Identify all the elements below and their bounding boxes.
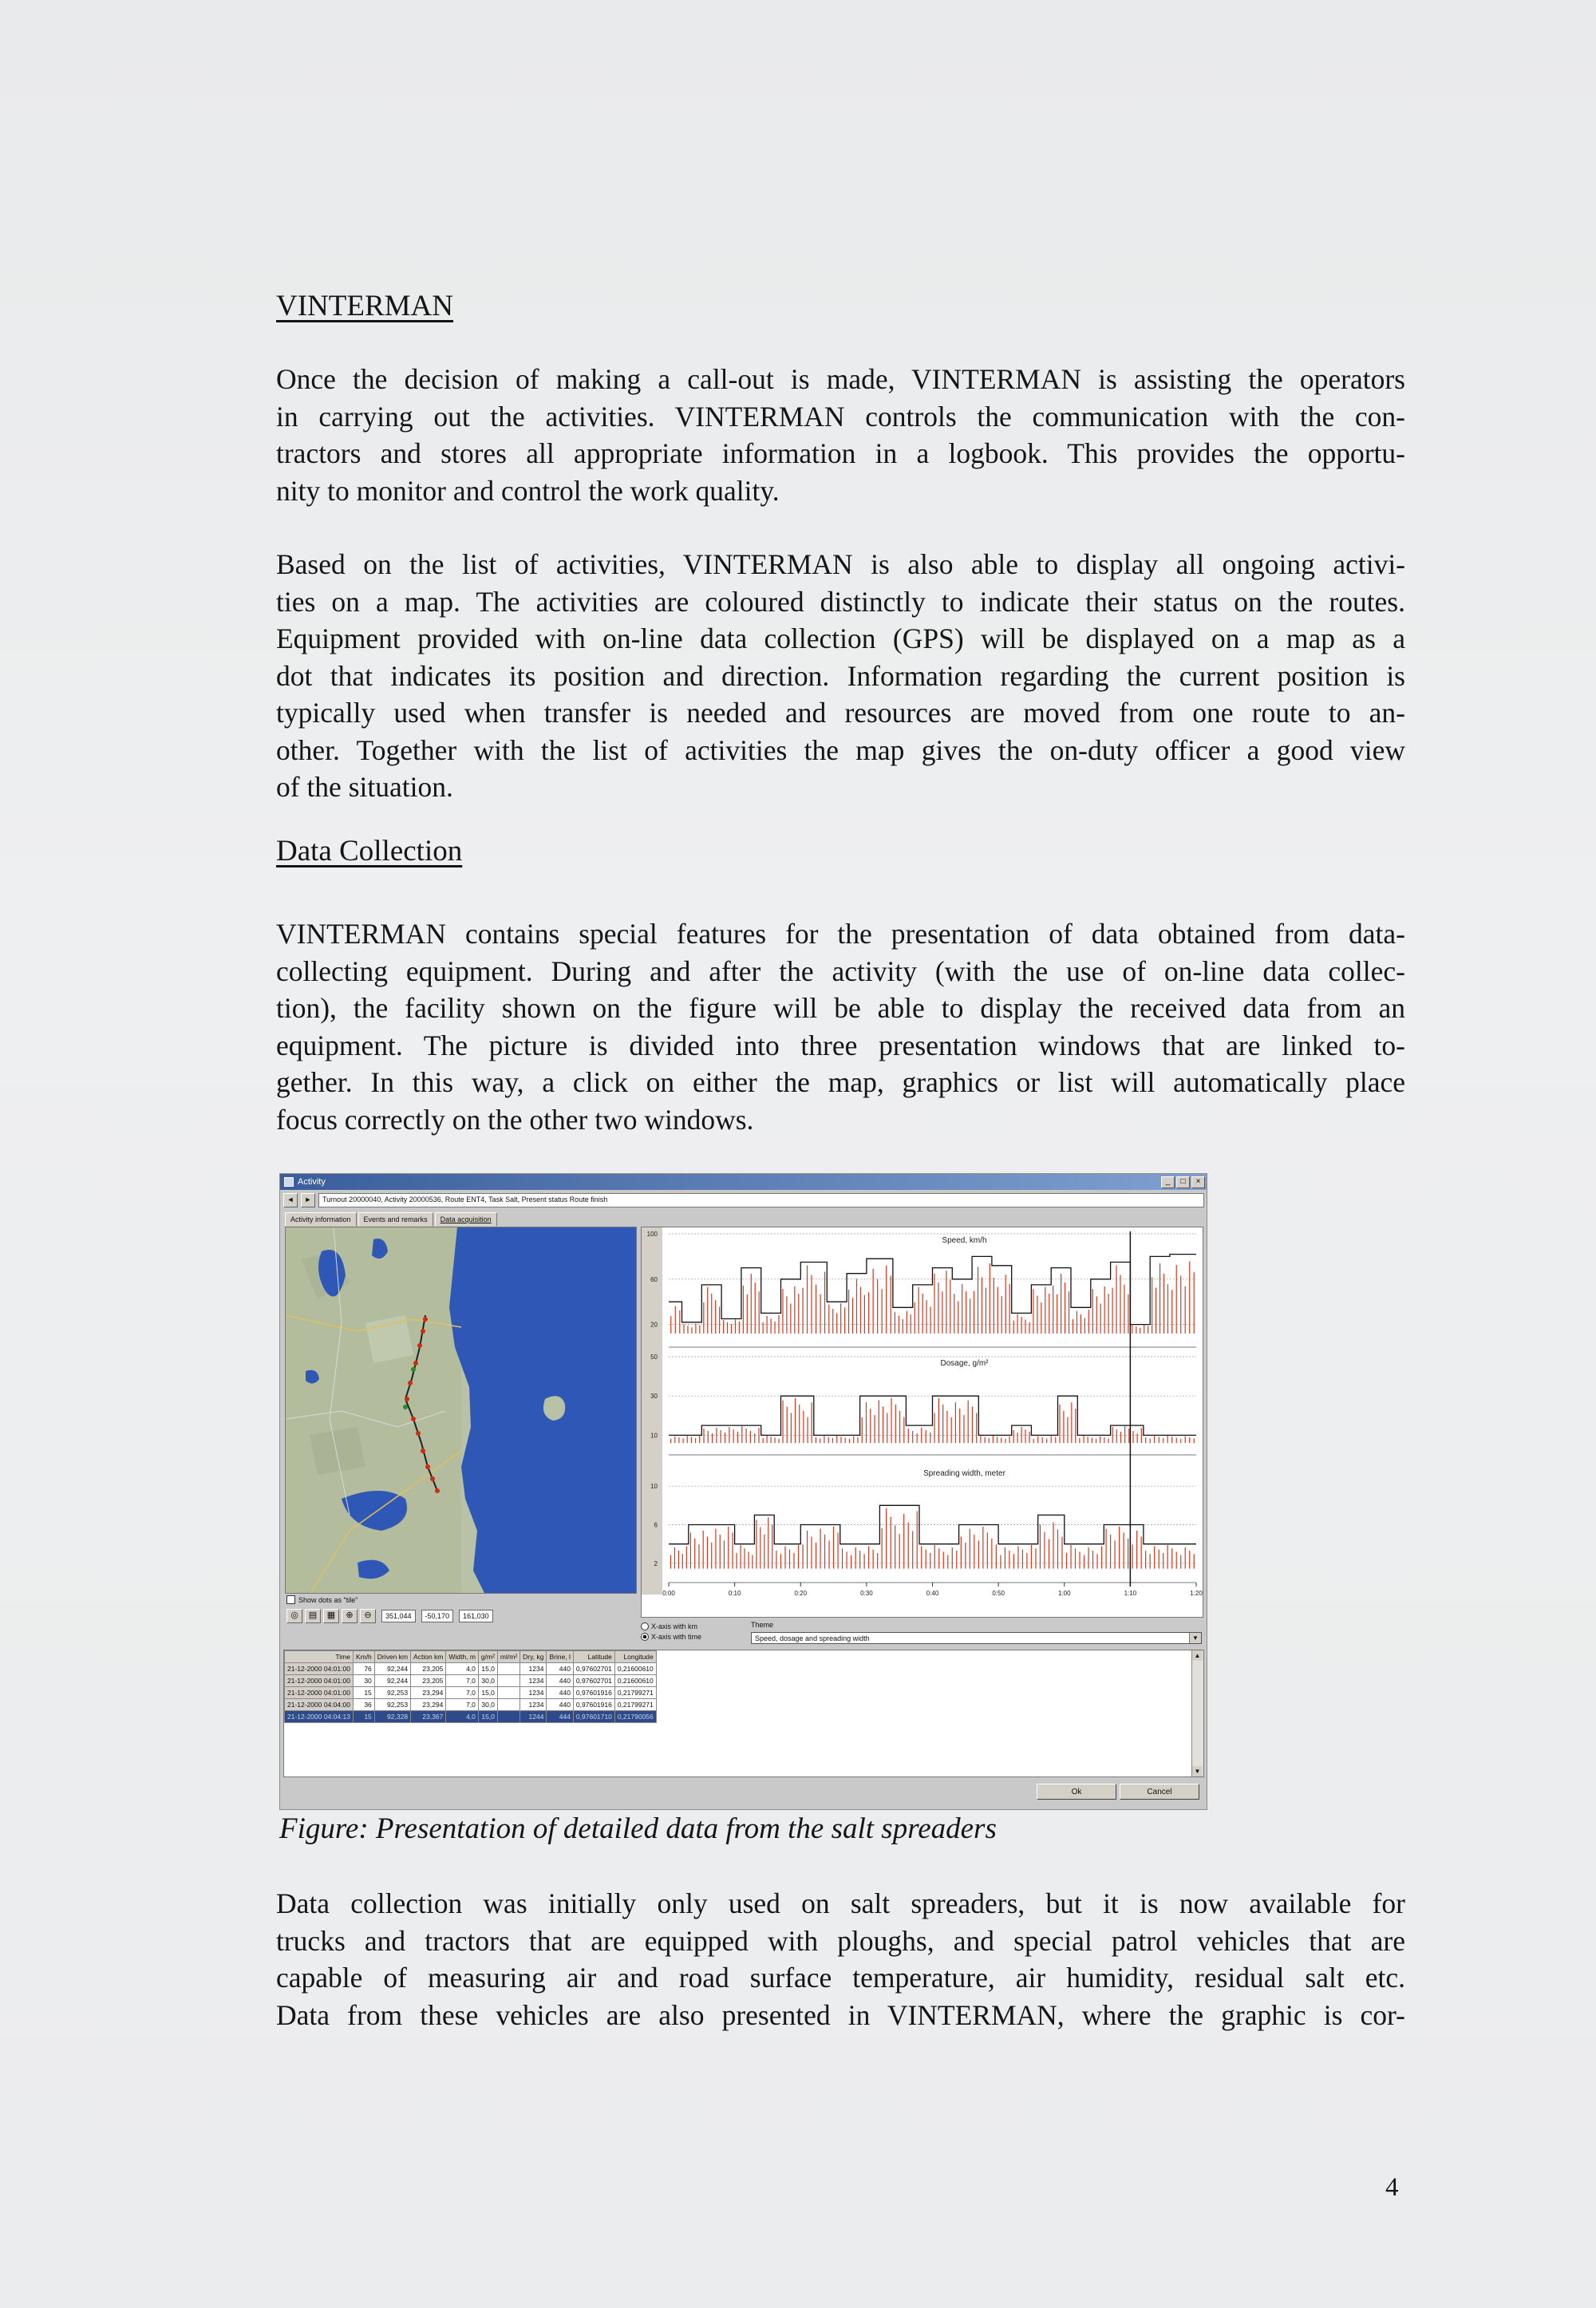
window-controls bbox=[1161, 1176, 1205, 1188]
x-tick-label: 0:50 bbox=[992, 1590, 1005, 1597]
zoom-out-icon[interactable]: ⊖ bbox=[360, 1609, 376, 1623]
cancel-button[interactable]: Cancel bbox=[1120, 1784, 1199, 1800]
table-cell: 7,0 bbox=[446, 1675, 479, 1687]
figure-activity-window bbox=[279, 1173, 1207, 1810]
coordinate-z: 161,030 bbox=[459, 1610, 493, 1622]
series-line bbox=[669, 1505, 1196, 1543]
route-info-field: Turnout 20000040, Activity 20000536, Route ENT4, Task Salt, Present status Route finish bbox=[318, 1193, 1204, 1207]
text-line: Data from these vehicles are also presented in VINTERMAN, where the graphic is cor- bbox=[276, 1998, 1405, 2031]
text-line: VINTERMAN contains special features for the presentation of data obtained from data- bbox=[276, 918, 1405, 950]
table-cell: 0,21799271 bbox=[614, 1699, 656, 1711]
section-heading-vinterman: VINTERMAN bbox=[276, 290, 453, 322]
table-cell bbox=[497, 1675, 519, 1687]
coordinate-x: 351,044 bbox=[381, 1610, 416, 1622]
x-tick-label: 1:20 bbox=[1190, 1590, 1203, 1597]
text-line: Equipment provided with on-line data collection (GPS) will be displayed on a map as a bbox=[276, 622, 1405, 654]
zoom-in-icon[interactable]: ⊕ bbox=[342, 1609, 358, 1623]
text-line: dot that indicates its position and direction. Information regarding the current position is bbox=[276, 659, 1405, 692]
panel-title: Dosage, g/m² bbox=[940, 1359, 989, 1368]
text-line: Data collection was initially only used on salt spreaders, but it is now available for bbox=[276, 1887, 1405, 1919]
window-title: Activity bbox=[298, 1177, 326, 1187]
radio-icon[interactable] bbox=[641, 1622, 649, 1630]
table-cell: 0,21790056 bbox=[614, 1711, 656, 1723]
x-tick-label: 0:30 bbox=[860, 1590, 873, 1597]
data-table bbox=[283, 1650, 1204, 1777]
globe-icon[interactable]: ◎ bbox=[286, 1609, 302, 1623]
table-row[interactable] bbox=[285, 1687, 657, 1699]
x-axis-time-option[interactable] bbox=[641, 1631, 701, 1642]
x-tick-label: 0:10 bbox=[728, 1590, 741, 1597]
x-tick-label: 0:40 bbox=[926, 1590, 939, 1597]
app-icon bbox=[284, 1177, 294, 1187]
table-cell bbox=[497, 1711, 519, 1723]
text-line: Based on the list of activities, VINTERMAN is also able to display all ongoing activi- bbox=[276, 548, 1405, 580]
panel-title: Speed, km/h bbox=[942, 1236, 987, 1245]
x-axis-km-label: X-axis with km bbox=[651, 1622, 698, 1630]
window-titlebar bbox=[280, 1174, 1207, 1190]
x-axis-time-label: X-axis with time bbox=[651, 1632, 702, 1641]
table-cell: 1244 bbox=[520, 1711, 547, 1723]
table-cell: 92,244 bbox=[374, 1663, 410, 1675]
table-cell bbox=[497, 1687, 519, 1699]
table-cell bbox=[497, 1663, 519, 1675]
table-cell: 21-12-2000 04:01:00 bbox=[285, 1675, 354, 1687]
table-row[interactable] bbox=[285, 1699, 657, 1711]
figure-caption: Figure: Presentation of detailed data from the salt spreaders bbox=[279, 1812, 997, 1845]
x-axis-options bbox=[641, 1621, 701, 1642]
column-header[interactable]: Time bbox=[285, 1651, 354, 1663]
column-header[interactable]: Driven km bbox=[374, 1651, 410, 1663]
table-row[interactable] bbox=[285, 1663, 657, 1675]
table-cell: 440 bbox=[547, 1675, 573, 1687]
y-tick-label: 20 bbox=[650, 1321, 658, 1329]
radio-selected-icon[interactable] bbox=[641, 1633, 649, 1641]
table-cell: 0,97601710 bbox=[573, 1711, 614, 1723]
table-cell: 15,0 bbox=[478, 1711, 497, 1723]
table-cell: 21-12-2000 04:04:13 bbox=[285, 1711, 354, 1723]
table-cell: 30 bbox=[353, 1675, 374, 1687]
page-number: 4 bbox=[1385, 2173, 1399, 2202]
text-line: equipment. The picture is divided into three presentation windows that are linked to- bbox=[276, 1029, 1405, 1061]
column-header[interactable]: Longitude bbox=[614, 1651, 656, 1663]
table-cell: 21-12-2000 04:01:00 bbox=[285, 1687, 354, 1699]
table-cell: 0,21799271 bbox=[614, 1687, 656, 1699]
sensor-chart[interactable] bbox=[641, 1227, 1203, 1618]
theme-select[interactable] bbox=[751, 1632, 1202, 1644]
table-cell: 0,21600610 bbox=[614, 1663, 656, 1675]
ok-button[interactable]: Ok bbox=[1037, 1784, 1116, 1800]
data-grid bbox=[284, 1650, 657, 1723]
map-canvas bbox=[286, 1227, 637, 1594]
table-cell: 76 bbox=[353, 1663, 374, 1675]
scroll-up-icon[interactable]: ▲ bbox=[1192, 1650, 1203, 1661]
table-cell: 21-12-2000 04:04:00 bbox=[285, 1699, 354, 1711]
y-tick-label: 60 bbox=[650, 1275, 658, 1283]
section-heading-data-collection: Data Collection bbox=[276, 835, 463, 867]
table-cell: 92,253 bbox=[374, 1687, 410, 1699]
text-line: collecting equipment. During and after the activity (with the use of on-line data collec- bbox=[276, 954, 1405, 987]
table-cell: 92,244 bbox=[374, 1675, 410, 1687]
table-cell: 1234 bbox=[520, 1663, 547, 1675]
x-axis-km-option[interactable] bbox=[641, 1621, 701, 1631]
table-cell: 0,97601916 bbox=[573, 1699, 614, 1711]
text-line: gether. In this way, a click on either the map, graphics or list will automatically place bbox=[276, 1066, 1405, 1098]
coordinate-y: -50,170 bbox=[421, 1610, 454, 1622]
table-cell bbox=[497, 1699, 519, 1711]
show-dots-checkbox[interactable] bbox=[286, 1595, 295, 1604]
tab-activity-information[interactable]: Activity information bbox=[285, 1212, 357, 1226]
paragraph-callout bbox=[276, 361, 1405, 509]
table-cell: 15 bbox=[353, 1711, 374, 1723]
print-icon[interactable]: ▦ bbox=[323, 1609, 339, 1623]
table-cell: 36 bbox=[353, 1699, 374, 1711]
y-tick-label: 50 bbox=[650, 1354, 658, 1361]
maximize-icon[interactable]: □ bbox=[1176, 1176, 1190, 1188]
text-line: focus correctly on the other two windows. bbox=[276, 1103, 754, 1136]
table-cell: 7,0 bbox=[446, 1687, 479, 1699]
table-cell: 0,97601916 bbox=[573, 1687, 614, 1699]
y-tick-label: 10 bbox=[650, 1483, 658, 1491]
table-cell: 23,294 bbox=[411, 1699, 446, 1711]
table-cell: 0,97602701 bbox=[573, 1675, 614, 1687]
scroll-down-icon[interactable]: ▼ bbox=[1192, 1766, 1203, 1776]
table-cell: 15,0 bbox=[478, 1687, 497, 1699]
text-line: tion), the facility shown on the figure will be able to display the received data from an bbox=[276, 992, 1405, 1024]
text-line: in carrying out the activities. VINTERMAN controls the communication with the con- bbox=[276, 400, 1405, 433]
paragraph-vehicles bbox=[276, 1885, 1405, 2033]
next-record-icon[interactable]: ► bbox=[301, 1193, 315, 1207]
y-tick-label: 30 bbox=[650, 1393, 658, 1401]
show-dots-option[interactable] bbox=[286, 1595, 358, 1604]
series-line bbox=[669, 1396, 1196, 1435]
paragraph-map bbox=[276, 546, 1405, 806]
table-cell: 92,328 bbox=[374, 1711, 410, 1723]
close-icon[interactable]: × bbox=[1191, 1176, 1205, 1188]
table-cell: 0,21600610 bbox=[614, 1675, 656, 1687]
x-tick-label: 0:00 bbox=[662, 1590, 675, 1597]
column-header[interactable]: Km/h bbox=[353, 1651, 374, 1663]
y-tick-label: 2 bbox=[654, 1559, 658, 1567]
text-line: nity to monitor and control the work quality. bbox=[276, 474, 780, 507]
table-cell: 4,0 bbox=[446, 1663, 479, 1675]
layers-icon[interactable]: ▤ bbox=[305, 1609, 321, 1623]
table-cell: 440 bbox=[547, 1699, 573, 1711]
table-cell: 0,97602701 bbox=[573, 1663, 614, 1675]
table-cell: 21-12-2000 04:01:00 bbox=[285, 1663, 354, 1675]
theme-label: Theme bbox=[751, 1621, 774, 1629]
text-line: ties on a map. The activities are coloured distinctly to indicate their status on the routes. bbox=[276, 585, 1405, 618]
y-tick-label: 6 bbox=[654, 1521, 658, 1529]
column-header[interactable]: Width, m bbox=[446, 1651, 479, 1663]
table-cell: 15,0 bbox=[478, 1663, 497, 1675]
tab-events-and-remarks[interactable]: Events and remarks bbox=[358, 1212, 433, 1226]
chart-canvas bbox=[642, 1227, 1203, 1617]
table-cell: 15 bbox=[353, 1687, 374, 1699]
text-line: typically used when transfer is needed and resources are moved from one route to an- bbox=[276, 697, 1405, 729]
route-map[interactable] bbox=[285, 1227, 637, 1594]
x-tick-label: 1:00 bbox=[1057, 1590, 1071, 1597]
x-tick-label: 1:10 bbox=[1124, 1590, 1137, 1597]
table-cell: 444 bbox=[547, 1711, 573, 1723]
table-cell: 23,205 bbox=[411, 1675, 446, 1687]
theme-select-value: Speed, dosage and spreading width bbox=[755, 1634, 870, 1642]
map-toolbar bbox=[286, 1609, 493, 1623]
paragraph-data-collection bbox=[276, 915, 1405, 1138]
prev-record-icon[interactable]: ◄ bbox=[283, 1193, 298, 1207]
column-header[interactable]: g/m² bbox=[478, 1651, 497, 1663]
table-cell: 1234 bbox=[520, 1687, 547, 1699]
table-cell: 1234 bbox=[520, 1699, 547, 1711]
column-header[interactable]: Dry, kg bbox=[520, 1651, 547, 1663]
table-header-row bbox=[285, 1651, 657, 1663]
table-cell: 23,205 bbox=[411, 1663, 446, 1675]
table-cell: 1234 bbox=[520, 1675, 547, 1687]
tab-strip bbox=[285, 1212, 497, 1226]
text-line: trucks and tractors that are equipped with ploughs, and special patrol vehicles that are bbox=[276, 1924, 1405, 1957]
x-tick-label: 0:20 bbox=[794, 1590, 808, 1597]
text-line: Once the decision of making a call-out is made, VINTERMAN is assisting the operators bbox=[276, 363, 1405, 395]
table-row[interactable] bbox=[285, 1711, 657, 1723]
y-tick-label: 10 bbox=[650, 1432, 658, 1440]
table-scrollbar[interactable] bbox=[1191, 1650, 1203, 1776]
table-cell: 23,367 bbox=[411, 1711, 446, 1723]
column-header[interactable]: ml/m² bbox=[497, 1651, 519, 1663]
minimize-icon[interactable]: _ bbox=[1161, 1176, 1175, 1188]
table-cell: 440 bbox=[547, 1687, 573, 1699]
table-cell: 30,0 bbox=[478, 1699, 497, 1711]
panel-title: Spreading width, meter bbox=[923, 1469, 1005, 1478]
column-header[interactable]: Brine, l bbox=[547, 1651, 573, 1663]
table-cell: 23,294 bbox=[411, 1687, 446, 1699]
table-cell: 30,0 bbox=[478, 1675, 497, 1687]
show-dots-label: Show dots as "tile" bbox=[298, 1595, 358, 1604]
text-line: capable of measuring air and road surface temperature, air humidity, residual salt etc. bbox=[276, 1962, 1405, 1994]
table-row[interactable] bbox=[285, 1675, 657, 1687]
series-line bbox=[669, 1255, 1196, 1325]
column-header[interactable]: Action km bbox=[411, 1651, 446, 1663]
text-line: of the situation. bbox=[276, 771, 453, 803]
column-header[interactable]: Latitude bbox=[573, 1651, 614, 1663]
text-line: tractors and stores all appropriate information in a logbook. This provides the opportu- bbox=[276, 437, 1405, 469]
table-cell: 7,0 bbox=[446, 1699, 479, 1711]
dropdown-arrow-icon[interactable]: ▼ bbox=[1189, 1633, 1201, 1643]
table-cell: 92,253 bbox=[374, 1699, 410, 1711]
tab-data-acquisition[interactable]: Data acquisition bbox=[435, 1212, 497, 1226]
table-cell: 440 bbox=[547, 1663, 573, 1675]
record-navigator bbox=[283, 1193, 1204, 1207]
text-line: other. Together with the list of activities the map gives the on-duty officer a good view bbox=[276, 733, 1405, 766]
table-cell: 4,0 bbox=[446, 1711, 479, 1723]
y-tick-label: 100 bbox=[646, 1231, 658, 1238]
